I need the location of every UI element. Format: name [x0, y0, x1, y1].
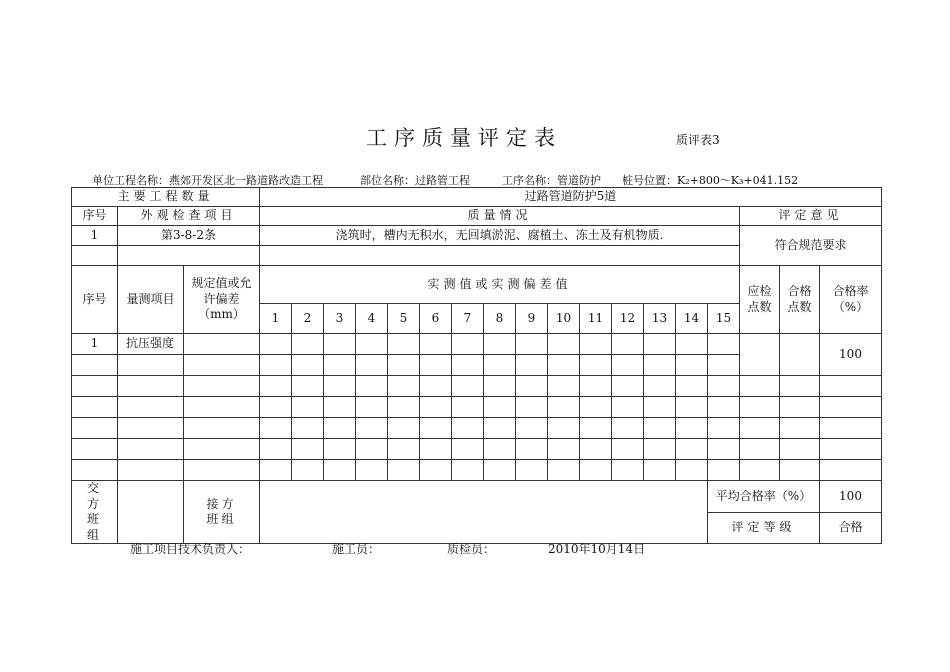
sign-date: 2010年10月14日 — [548, 542, 646, 556]
part-name: 部位名称：过路管工程 — [360, 174, 470, 187]
grade-label: 评定等级 — [708, 512, 820, 544]
col-num: 15 — [708, 304, 740, 334]
quality-header: 质量情况 — [260, 207, 740, 226]
unit-project: 单位工程名称：燕郊开发区北一路道路改造工程 — [92, 174, 323, 187]
col-num: 14 — [676, 304, 708, 334]
visual-header: 外观检查项目 — [118, 207, 260, 226]
row1-item: 第3-8-2条 — [118, 226, 260, 246]
check-points-header: 应检点数 — [740, 266, 780, 334]
m1-pass-rate: 100 — [820, 334, 882, 376]
tech-lead-signature: 施工项目技术负责人： — [130, 542, 251, 556]
tolerance-header: 规定值或允许偏差（mm） — [184, 266, 260, 334]
col-num: 7 — [452, 304, 484, 334]
receive-team-label: 接方班组 — [184, 481, 260, 544]
m1-seq: 1 — [72, 334, 118, 355]
col-num: 12 — [612, 304, 644, 334]
measure-seq-header: 序号 — [72, 266, 118, 334]
main-qty-value: 过路管道防护5道 — [260, 188, 882, 207]
worker-signature: 施工员： — [332, 542, 381, 556]
page-title: 工序质量评定表 — [366, 126, 562, 150]
col-num: 9 — [516, 304, 548, 334]
col-num: 10 — [548, 304, 580, 334]
col-num: 8 — [484, 304, 516, 334]
pass-points-header: 合格点数 — [780, 266, 820, 334]
col-num: 2 — [292, 304, 324, 334]
opinion-header: 评定意见 — [740, 207, 882, 226]
quality-table — [71, 187, 882, 544]
form-code: 质评表3 — [676, 133, 720, 147]
col-num: 1 — [260, 304, 292, 334]
station-position: 桩号位置：K₂+800～K₃+041.152 — [622, 174, 799, 187]
row1-seq: 1 — [72, 226, 118, 246]
pass-rate-header: 合格率（%） — [820, 266, 882, 334]
avg-rate-value: 100 — [820, 481, 882, 513]
measure-item-header: 量测项目 — [118, 266, 184, 334]
row1-quality: 浇筑时，槽内无积水，无回填淤泥、腐植土、冻土及有机物质. — [260, 226, 740, 246]
main-qty-label: 主要工程数量 — [72, 188, 260, 207]
col-num: 13 — [644, 304, 676, 334]
grade-value: 合格 — [820, 512, 882, 544]
col-num: 4 — [356, 304, 388, 334]
col-num: 3 — [324, 304, 356, 334]
avg-rate-label: 平均合格率（%） — [708, 481, 820, 513]
row1-opinion: 符合规范要求 — [740, 226, 882, 266]
hand-over-team-label: 交方班组 — [72, 481, 118, 544]
col-num: 11 — [580, 304, 612, 334]
process-name: 工序名称：管道防护 — [502, 174, 601, 187]
inspector-signature: 质检员： — [447, 542, 496, 556]
col-num: 5 — [388, 304, 420, 334]
m1-item: 抗压强度 — [118, 334, 184, 355]
col-num: 6 — [420, 304, 452, 334]
seq-header: 序号 — [72, 207, 118, 226]
measured-header: 实测值或实测偏差值 — [260, 266, 740, 304]
